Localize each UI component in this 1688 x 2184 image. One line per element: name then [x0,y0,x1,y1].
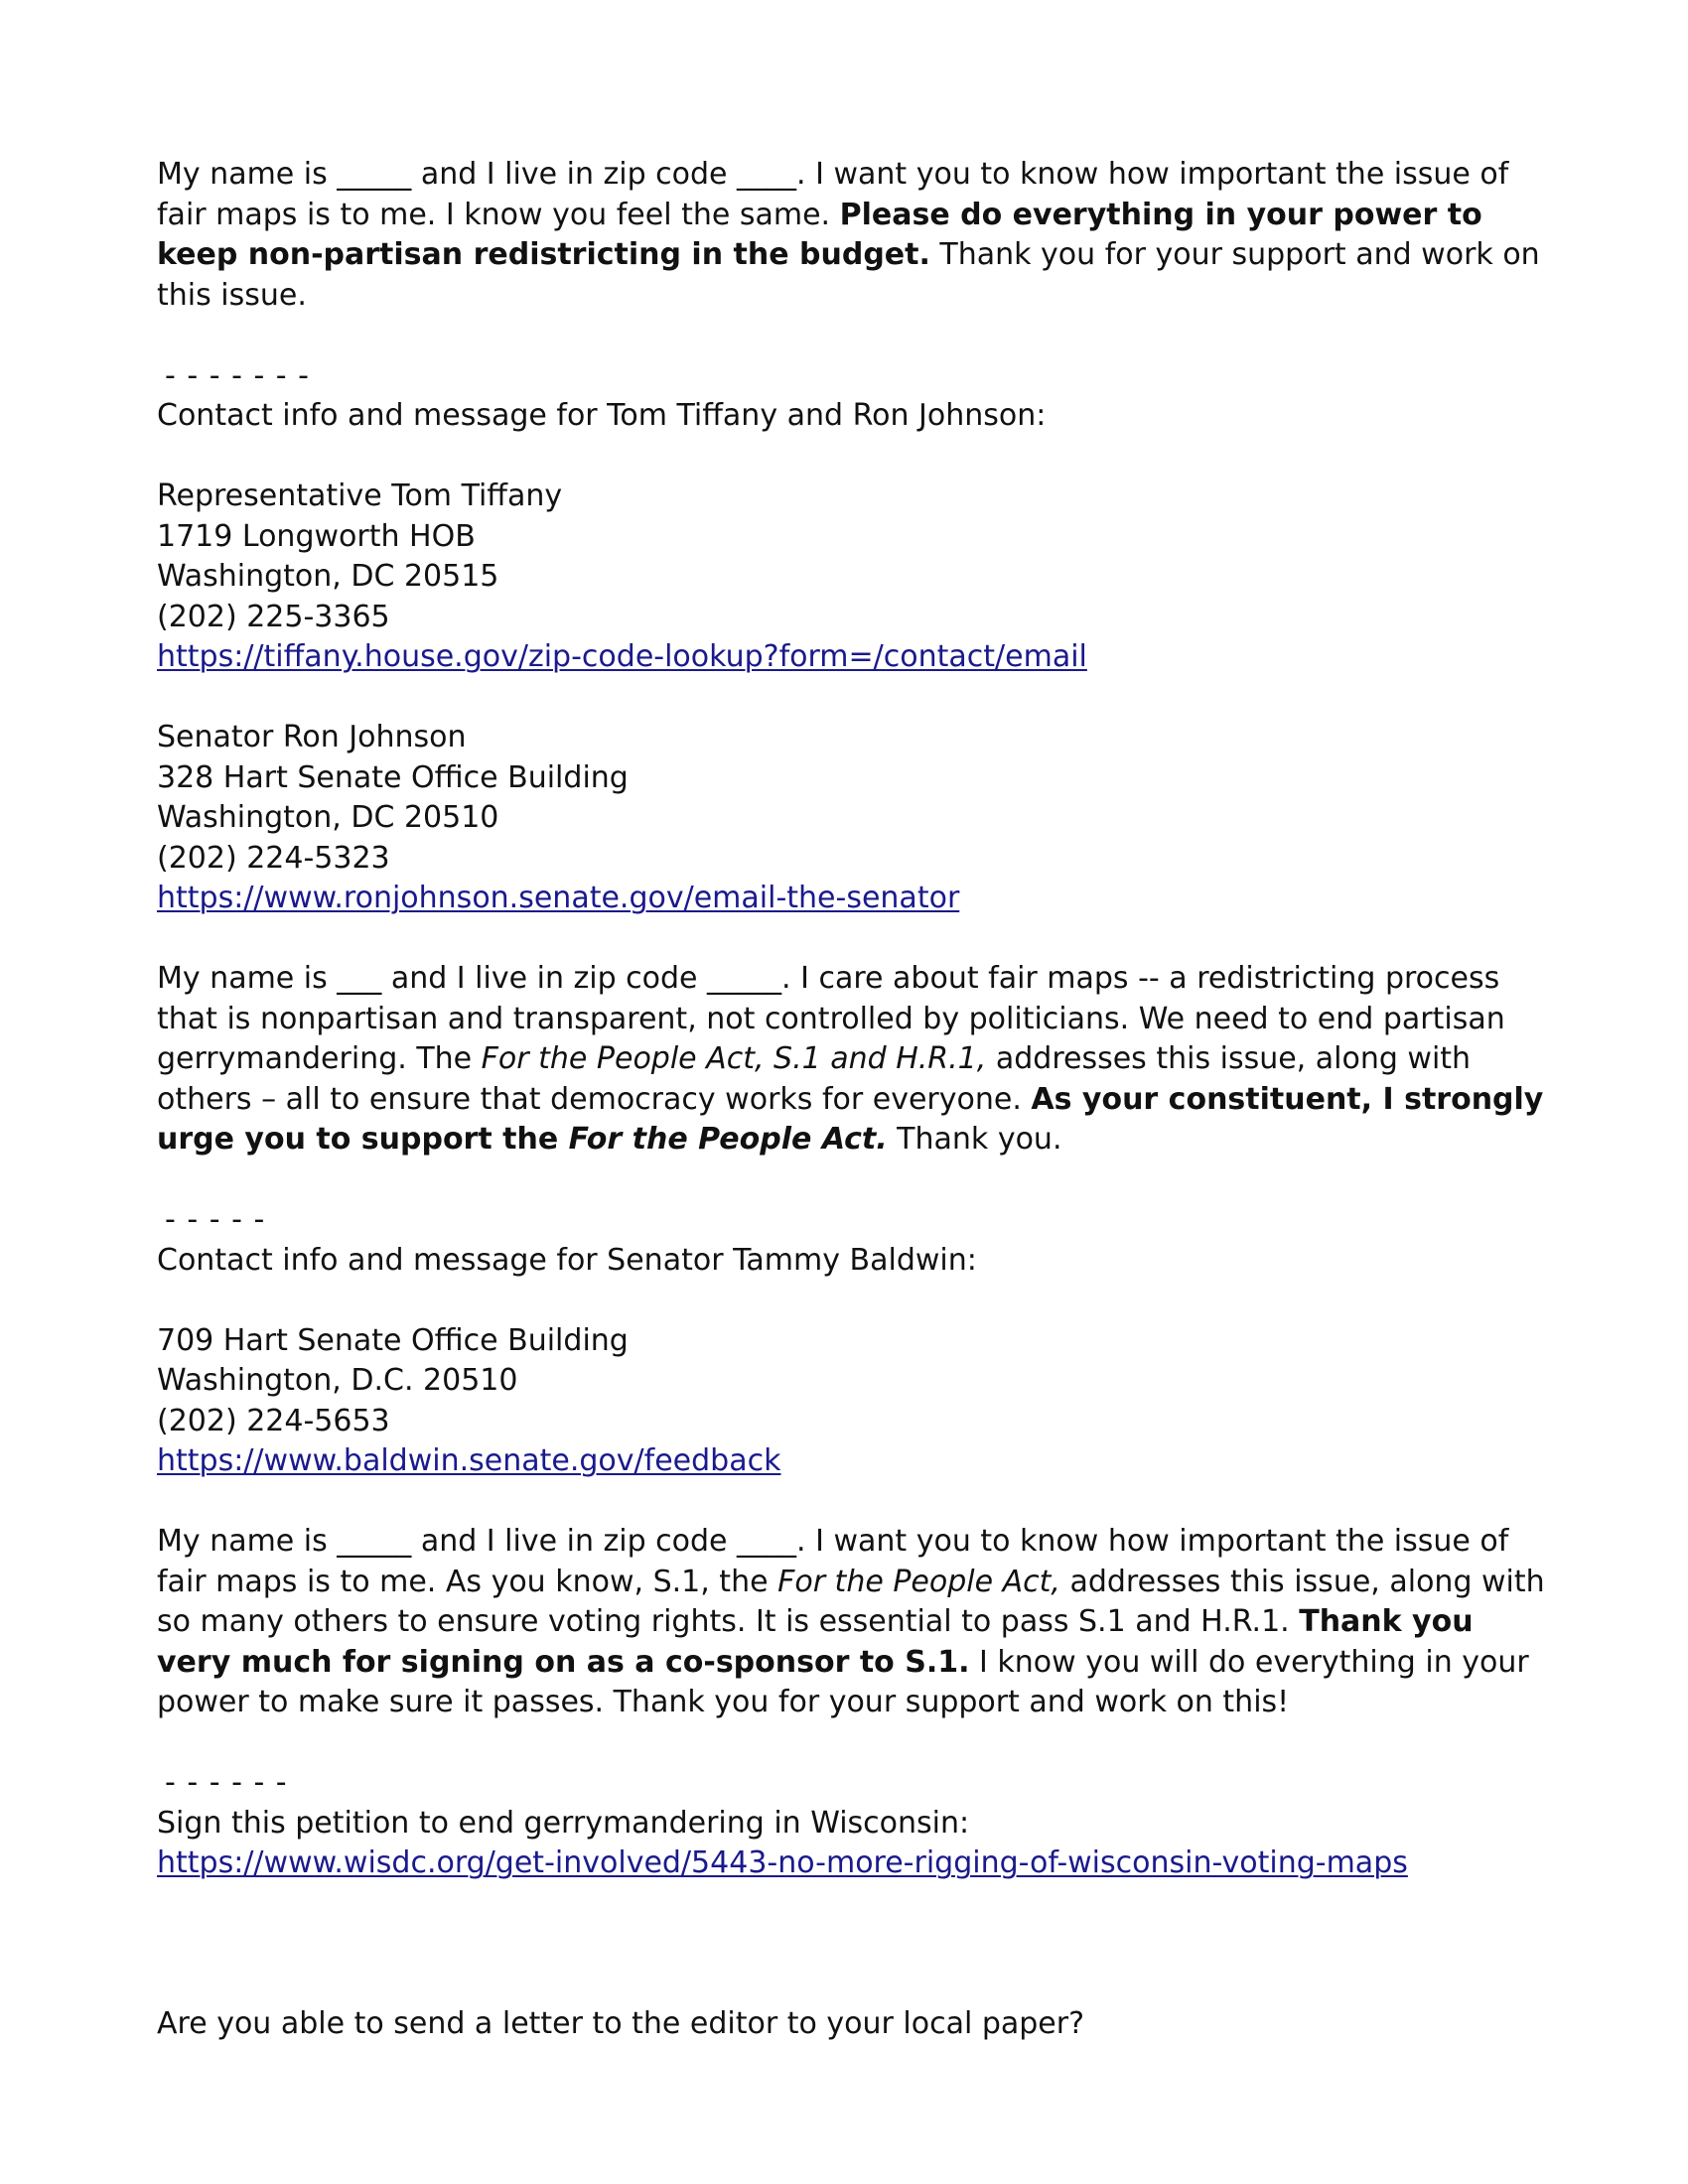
federal-message-tiffany-johnson [157,959,1547,1160]
message-text: Thank you. [887,1122,1062,1157]
contact-address-line: 709 Hart Senate Office Building [157,1322,629,1358]
contact-name: Representative Tom Tiffany [157,478,563,513]
contact-name: Senator Ron Johnson [157,720,467,754]
message-bold-request: As your constituent, I strongly urge you to support the [157,1081,1544,1157]
contact-address-line: Washington, DC 20515 [157,559,499,594]
message-bold-italic: For the People Act. [568,1122,888,1157]
document-page [157,155,1547,2045]
separator-dashes: - - - - - [165,1202,266,1237]
federal-message-baldwin [157,1522,1547,1723]
message-text: My name is _____ and I live in zip code ____. I want you to know how important the issue of fair maps is to me. I know you feel the same. [157,157,1509,232]
message-bold-thanks: Thank you very much for signing on as a co-sponsor to S.1. [157,1604,1474,1680]
message-text: Thank you for your support and work on this issue. [157,237,1540,313]
contact-address-line: Washington, D.C. 20510 [157,1363,518,1398]
section-heading-baldwin: Contact info and message for Senator Tammy Baldwin: [157,1242,977,1278]
tiffany-contact-link[interactable]: https://tiffany.house.gov/zip-code-lookup?form=/contact/email [157,639,1087,674]
contact-address-line: 1719 Longworth HOB [157,518,476,554]
contact-block-baldwin [157,1321,1547,1482]
message-italic: For the People Act, S.1 and H.R.1, [481,1041,987,1076]
separator-dashes: - - - - - - - [165,357,310,393]
message-text: addresses this issue, along with others – all to ensure that democracy works for everyone. [157,1041,1472,1117]
separator-dashes: - - - - - - [165,1765,288,1800]
contact-block-johnson [157,718,1547,919]
contact-phone: (202) 224-5323 [157,840,390,876]
contact-phone: (202) 225-3365 [157,599,390,634]
petition-link[interactable]: https://www.wisdc.org/get-involved/5443-no-more-rigging-of-wisconsin-voting-maps [157,1845,1408,1880]
message-italic: For the People Act, [777,1564,1060,1599]
message-text: I know you will do everything in your power to make sure it passes. Thank you for your support and work on this! [157,1644,1529,1719]
closing-question: Are you able to send a letter to the editor to your local paper? [157,2006,1085,2041]
message-text: My name is ___ and I live in zip code _____. I care about fair maps -- a redistricting process that is nonpartisan and transparent, not controlled by politicians. We need to end partisan gerrymandering. The [157,961,1505,1076]
contact-phone: (202) 224-5653 [157,1403,390,1438]
message-text: My name is _____ and I live in zip code ____. I want you to know how important the issue of fair maps is to me. As you know, S.1, the [157,1524,1509,1599]
message-bold-request: Please do everything in your power to keep non-partisan redistricting in the budget. [157,197,1482,272]
contact-address-line: 328 Hart Senate Office Building [157,759,629,795]
johnson-contact-link[interactable]: https://www.ronjohnson.senate.gov/email-the-senator [157,881,960,915]
contact-block-tiffany [157,477,1547,678]
section-heading-tiffany-johnson: Contact info and message for Tom Tiffany and Ron Johnson: [157,398,1047,433]
baldwin-feedback-link[interactable]: https://www.baldwin.senate.gov/feedback [157,1443,781,1478]
message-text: addresses this issue, along with so many others to ensure voting rights. It is essential to pass S.1 and H.R.1. [157,1564,1545,1639]
contact-address-line: Washington, DC 20510 [157,800,499,835]
petition-heading: Sign this petition to end gerrymandering in Wisconsin: [157,1805,970,1841]
state-budget-message [157,155,1547,316]
